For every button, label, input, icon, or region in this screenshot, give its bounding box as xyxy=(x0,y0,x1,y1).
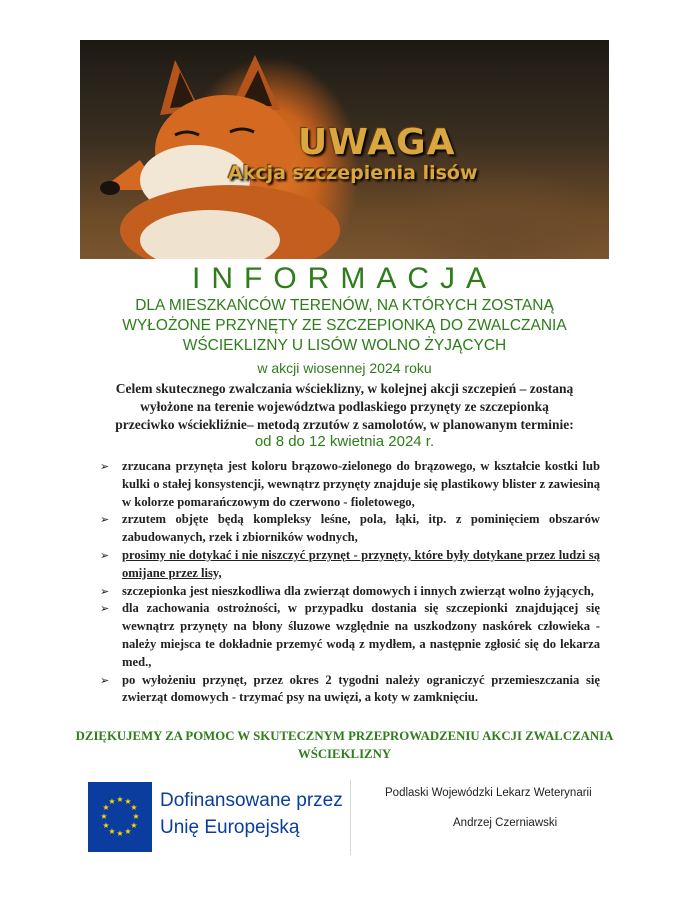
list-item xyxy=(100,672,600,708)
eu-stars-icon xyxy=(88,782,152,852)
footer-divider xyxy=(350,780,351,855)
svg-text:★: ★ xyxy=(100,812,108,821)
list-item-text: dla zachowania ostrożności, w przypadku dostania się szczepionki znajdującej się wewnątrz przynęty na błony śluzowe względnie na uszkodzony naskórek człowieka - należy miejsca te dokładnie przemyć wodą z mydłem, a następnie zgłosić się do lekarza med., xyxy=(122,601,600,669)
list-item-text: po wyłożeniu przynęt, przez okres 2 tygodni należy ograniczyć przemieszczania się zwierząt domowych - trzymać psy na uwięzi, a koty w zamknięciu. xyxy=(122,672,600,705)
intro-paragraph xyxy=(60,380,629,434)
svg-text:★: ★ xyxy=(108,827,116,836)
intro-line: przeciwko wściekliźnie– metodą zrzutów z samolotów, w planowanym terminie: xyxy=(115,417,574,432)
svg-text:★: ★ xyxy=(124,797,132,806)
subtitle-line: WYŁOŻONE PRZYNĘTY ZE SZCZEPIONKĄ DO ZWALCZANIA xyxy=(122,317,567,334)
intro-line: wyłożone na terenie województwa podlaskiego przynęty ze szczepionką xyxy=(140,399,549,414)
list-item-text: szczepionka jest nieszkodliwa dla zwierząt domowych i innych zwierząt wolno żyjących, xyxy=(122,583,594,598)
thanks-message: DZIĘKUJEMY ZA POMOC W SKUTECZNYM PRZEPROWADZENIU AKCJI ZWALCZANIA WŚCIEKLIZNY xyxy=(75,729,614,761)
arrow-bullet-icon: ➢ xyxy=(100,548,110,562)
arrow-bullet-icon: ➢ xyxy=(100,513,110,527)
page-title: INFORMACJA xyxy=(192,262,497,295)
arrow-bullet-icon: ➢ xyxy=(100,460,110,473)
banner-subtitle: Akcja szczepienia lisów xyxy=(228,162,478,184)
spring-action-line: w akcji wiosennej 2024 roku xyxy=(257,360,432,376)
eu-funding-line: Dofinansowane przez xyxy=(160,790,343,811)
svg-text:★: ★ xyxy=(116,829,124,838)
intro-line: Celem skutecznego zwalczania wścieklizny, w kolejnej akcji szczepień – zostaną xyxy=(115,381,574,396)
svg-text:★: ★ xyxy=(102,803,110,812)
list-item xyxy=(100,547,600,583)
arrow-bullet-icon: ➢ xyxy=(100,602,110,616)
arrow-bullet-icon: ➢ xyxy=(100,673,110,687)
list-item xyxy=(100,600,600,671)
page-subtitle xyxy=(80,296,609,356)
svg-text:★: ★ xyxy=(102,821,110,830)
eu-funding-text xyxy=(160,787,343,841)
header-banner-image xyxy=(80,40,609,259)
subtitle-line: WŚCIEKLIZNY U LISÓW WOLNO ŻYJĄCYCH xyxy=(182,337,507,354)
info-bullet-list xyxy=(100,458,600,707)
svg-text:★: ★ xyxy=(116,795,124,804)
banner-title: UWAGA xyxy=(298,122,456,163)
eu-funding-line: Unię Europejską xyxy=(160,817,300,838)
list-item-text: zrzucana przynęta jest koloru brązowo-zielonego do brązowego, w kształcie kostki lub kulki o stałej konsystencji, wewnątrz przynęty znajduje się plastikowy blister z zawiesiną w kolorze pomarańczowym do czerwono - fioletowego, xyxy=(122,459,600,509)
list-item xyxy=(100,511,600,547)
signature-name: Andrzej Czerniawski xyxy=(453,817,558,829)
list-item xyxy=(100,458,600,511)
list-item-text: zrzutem objęte będą kompleksy leśne, pola, łąki, itp. z pominięciem obszarów zabudowanych, rzek i zbiorników wodnych, xyxy=(122,512,600,545)
list-item-text-underlined: prosimy nie dotykać i nie niszczyć przynęt - przynęty, które były dotykane przez ludzi są omijane przez lisy, xyxy=(122,547,600,580)
action-dates: od 8 do 12 kwietnia 2024 r. xyxy=(254,433,435,450)
arrow-bullet-icon: ➢ xyxy=(100,584,110,598)
svg-text:★: ★ xyxy=(132,812,140,821)
svg-text:★: ★ xyxy=(130,803,138,812)
svg-text:★: ★ xyxy=(130,821,138,830)
eu-flag-logo xyxy=(88,782,152,852)
signature-title: Podlaski Wojewódzki Lekarz Weterynarii xyxy=(385,787,592,799)
subtitle-line: DLA MIESZKAŃCÓW TERENÓW, NA KTÓRYCH ZOSTANĄ xyxy=(135,297,554,314)
svg-text:★: ★ xyxy=(124,827,132,836)
list-item xyxy=(100,583,600,601)
svg-text:★: ★ xyxy=(108,797,116,806)
